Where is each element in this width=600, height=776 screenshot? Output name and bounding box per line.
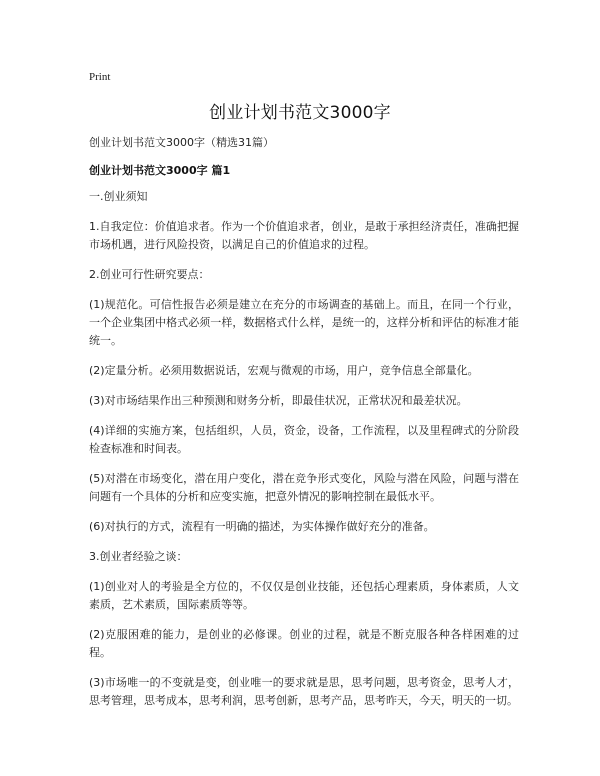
- body-paragraph: (6)对执行的方式，流程有一明确的描述，为实体操作做好充分的准备。: [89, 520, 435, 533]
- print-link[interactable]: Print: [89, 71, 111, 83]
- body-paragraph: (2)克服困难的能力，是创业的必修课。创业的过程，就是不断克服各种各样困难的过程。: [89, 628, 519, 659]
- body-paragraph: 一.创业须知: [89, 190, 148, 203]
- body-paragraph: (5)对潜在市场变化，潜在用户变化，潜在竞争形式变化，风险与潜在风险，问题与潜在问题有一个具体的分析和应变实施，把意外情况的影响控制在最低水平。: [89, 472, 519, 503]
- body-paragraph: 1.自我定位：价值追求者。作为一个价值追求者，创业，是敢于承担经济责任，准确把握市场机遇，进行风险投资，以满足自己的价值追求的过程。: [89, 220, 519, 251]
- page-title: 创业计划书范文3000字: [209, 103, 391, 123]
- section-heading: 创业计划书范文3000字 篇1: [89, 164, 231, 177]
- document-subtitle: 创业计划书范文3000字（精选31篇）: [89, 136, 274, 149]
- body-paragraph: 3.创业者经验之谈：: [89, 550, 188, 563]
- body-paragraph: (3)对市场结果作出三种预测和财务分析，即最佳状况，正常状况和最差状况。: [89, 394, 468, 407]
- body-paragraph: 2.创业可行性研究要点：: [89, 268, 210, 281]
- body-paragraph: (1)创业对人的考验是全方位的，不仅仅是创业技能，还包括心理素质，身体素质，人文素质，艺术素质，国际素质等等。: [89, 580, 519, 611]
- body-paragraph: (4)详细的实施方案，包括组织，人员，资金，设备，工作流程，以及里程碑式的分阶段检查标准和时间表。: [89, 424, 519, 455]
- document-body: [89, 188, 519, 722]
- body-paragraph: (3)市场唯一的不变就是变，创业唯一的要求就是思，思考问题，思考资金，思考人才，思考管理，思考成本，思考利润，思考创新，思考产品，思考昨天，今天，明天的一切。: [89, 676, 519, 707]
- body-paragraph: (1)规范化。可信性报告必须是建立在充分的市场调查的基础上。而且，在同一个行业，一个企业集团中格式必须一样，数据格式什么样，是统一的，这样分析和评估的标准才能统一。: [89, 298, 519, 347]
- body-paragraph: (2)定量分析。必须用数据说话，宏观与微观的市场，用户，竞争信息全部量化。: [89, 364, 479, 377]
